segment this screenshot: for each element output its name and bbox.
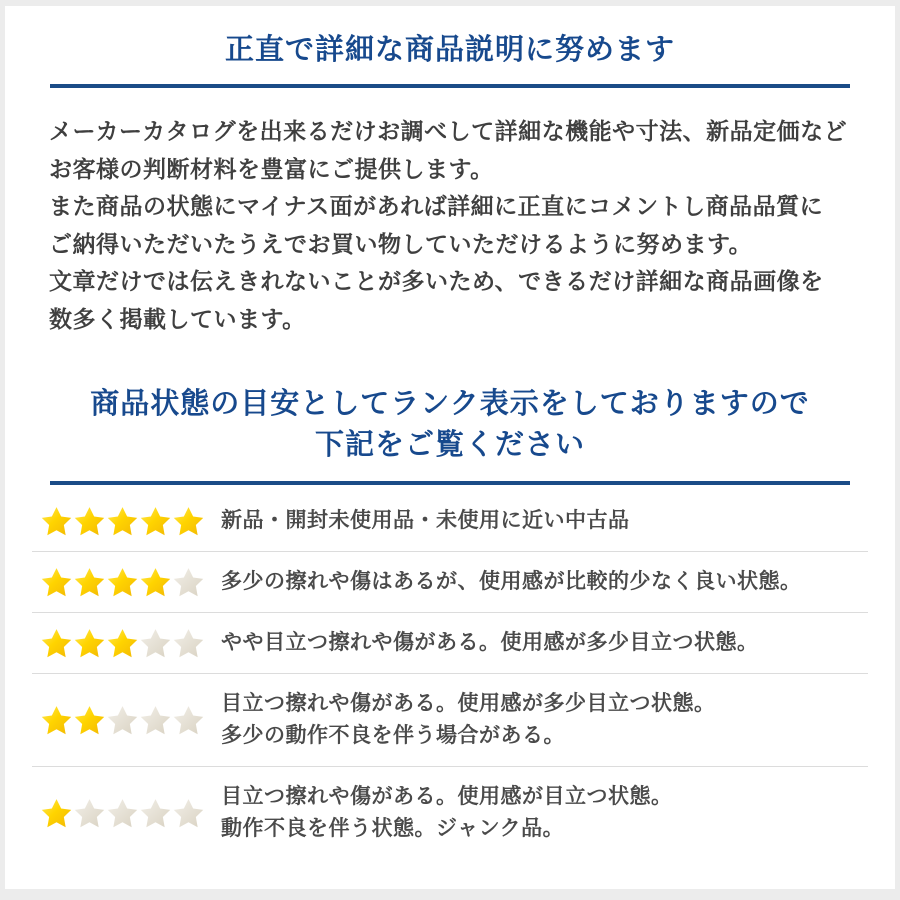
intro-paragraph-line: また商品の状態にマイナス面があれば詳細に正直にコメントし商品品質に [49,193,824,219]
intro-paragraph-line: ご納得いただいたうえでお買い物していただけるように努めます。 [49,230,753,257]
rank-description [221,781,673,845]
section2-title-line2: 下記をご覧ください [314,429,585,461]
section2-rule [50,481,850,485]
rank-list [32,491,868,859]
intro-paragraph-line: メーカーカタログを出来るだけお調べして詳細な機能や寸法、新品定価など [49,118,848,144]
rank-description-line: 多少の動作不良を伴う場合がある。 [221,724,565,747]
section2-title [5,338,895,466]
rank-row [32,491,868,551]
rank-description-line: 動作不良を伴う状態。ジャンク品。 [221,817,565,840]
rank-stars [41,567,204,598]
section2-title-line1: 商品状態の目安としてランク表示をしておりますので [90,388,810,420]
intro-paragraph [49,113,851,338]
rank-description [221,505,630,537]
star-empty-icon [173,705,204,736]
intro-paragraph-line: お客様の判断材料を豊富にご提供します。 [49,155,494,182]
rank-stars [41,705,204,736]
rank-description-line: 目立つ擦れや傷がある。使用感が多少目立つ状態。 [221,692,716,715]
star-filled-icon [107,567,138,598]
rank-row [32,673,868,766]
intro-paragraph-line: 数多く掲載しています。 [49,305,306,332]
rank-stars [41,506,204,537]
star-filled-icon [74,506,105,537]
star-filled-icon [74,628,105,659]
rank-description-line: 多少の擦れや傷はあるが、使用感が比較的少なく良い状態。 [221,570,802,593]
star-filled-icon [140,567,171,598]
star-filled-icon [107,628,138,659]
star-filled-icon [41,506,72,537]
rank-description [221,566,802,598]
rank-row [32,551,868,612]
star-filled-icon [41,798,72,829]
rank-row [32,612,868,673]
star-empty-icon [173,798,204,829]
rank-description-line: 新品・開封未使用品・未使用に近い中古品 [221,509,630,532]
intro-paragraph-line: 文章だけでは伝えきれないことが多いため、できるだけ詳細な商品画像を [49,268,824,294]
section1-title: 正直で詳細な商品説明に努めます [224,34,675,66]
star-empty-icon [74,798,105,829]
rank-description [221,688,716,752]
star-filled-icon [41,705,72,736]
rank-description [221,627,759,659]
star-empty-icon [173,567,204,598]
star-empty-icon [140,798,171,829]
star-filled-icon [74,567,105,598]
star-empty-icon [107,798,138,829]
rank-row [32,766,868,859]
star-empty-icon [173,628,204,659]
rank-description-line: 目立つ擦れや傷がある。使用感が目立つ状態。 [221,785,673,808]
star-empty-icon [107,705,138,736]
star-filled-icon [41,628,72,659]
star-empty-icon [140,628,171,659]
star-filled-icon [140,506,171,537]
product-info-panel [5,6,895,889]
rank-stars [41,628,204,659]
star-filled-icon [107,506,138,537]
rank-stars [41,798,204,829]
star-filled-icon [74,705,105,736]
star-filled-icon [41,567,72,598]
star-empty-icon [140,705,171,736]
star-filled-icon [173,506,204,537]
section1-rule [50,84,850,88]
rank-description-line: やや目立つ擦れや傷がある。使用感が多少目立つ状態。 [221,631,759,654]
